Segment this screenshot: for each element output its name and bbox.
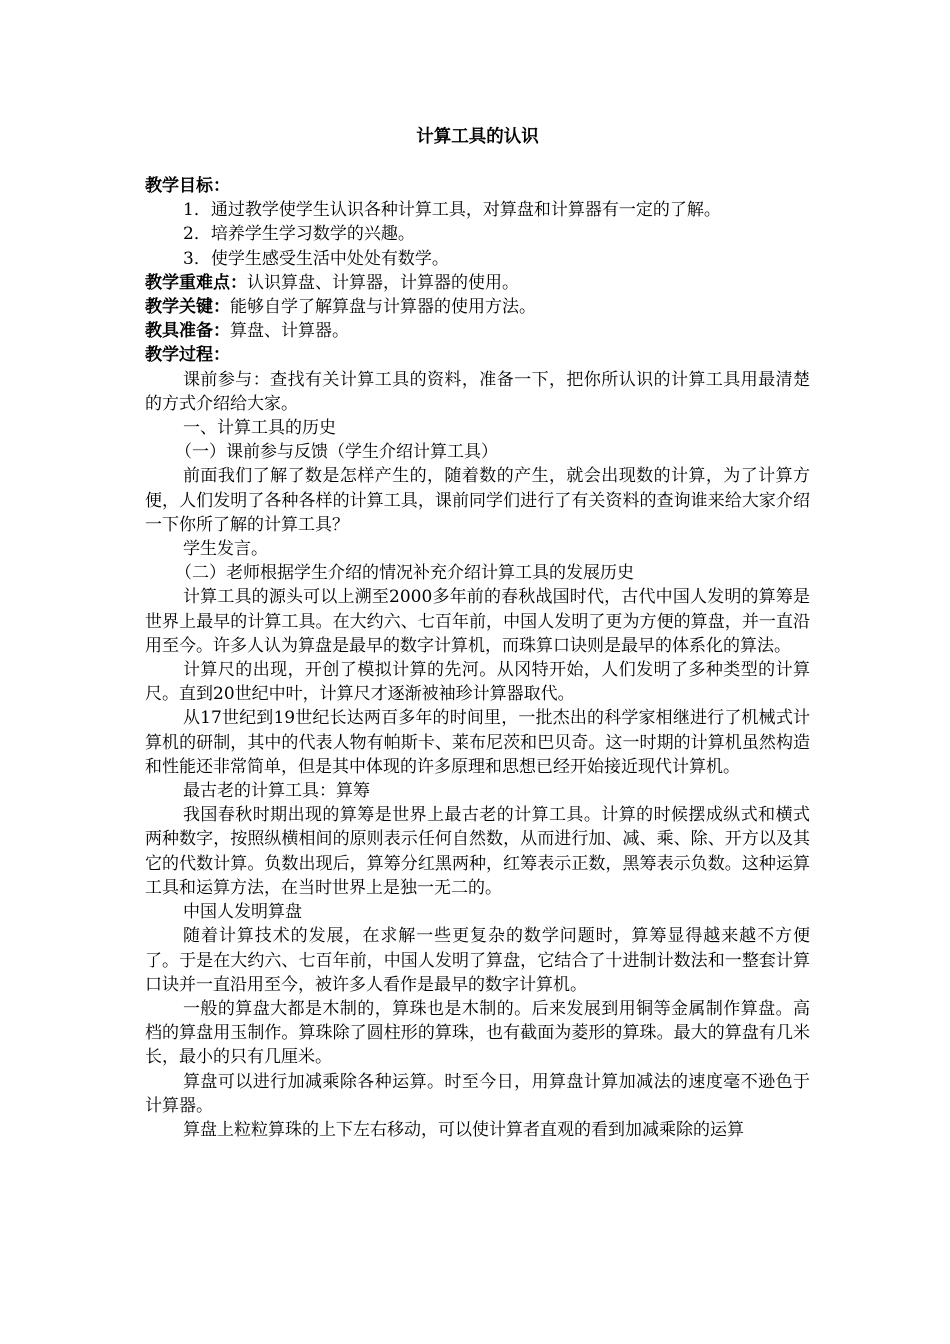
process-paragraph: 从17世纪到19世纪长达两百多年的时间里，一批杰出的科学家相继进行了机械式计算机的研制，其中的代表人物有帕斯卡、莱布尼茨和巴贝奇。这一时期的计算机虽然构造和性能还非常简单，但是其中体现的许多原理和思想已经开始接近现代计算机。 [145,708,810,777]
key-points-label: 教学重难点： [145,272,247,293]
section-heading: 一、计算工具的历史 [183,418,336,439]
process-paragraph: 算盘上粒粒算珠的上下左右移动，可以使计算者直观的看到加减乘除的运算 [183,1119,744,1140]
topic-heading: 最古老的计算工具：算筹 [183,781,370,802]
process-paragraph: 课前参与：查找有关计算工具的资料，准备一下，把你所认识的计算工具用最清楚的方式介绍给大家。 [145,369,810,414]
process-paragraph: 我国春秋时期出现的算筹是世界上最古老的计算工具。计算的时候摆成纵式和横式两种数字，按照纵横相间的原则表示任何自然数，从而进行加、减、乘、除、开方以及其它的代数计算。负数出现后，算筹分红黑两种，红筹表示正数，黑筹表示负数。这种运算工具和运算方法，在当时世界上是独一无二的。 [145,805,810,898]
materials-text: 算盘、计算器。 [230,321,349,342]
subsection-heading: （一）课前参与反馈（学生介绍计算工具） [175,442,498,463]
process-paragraph: 一般的算盘大都是木制的，算珠也是木制的。后来发展到用铜等金属制作算盘。高档的算盘用玉制作。算珠除了圆柱形的算珠，也有截面为菱形的算珠。最大的算盘有几米长，最小的只有几厘米。 [145,998,810,1068]
process-paragraph: 计算尺的出现，开创了模拟计算的先河。从冈特开始，人们发明了多种类型的计算尺。直到20世纪中叶，计算尺才逐渐被袖珍计算器取代。 [145,660,810,705]
process-paragraph: 前面我们了解了数是怎样产生的，随着数的产生，就会出现数的计算，为了计算方便，人们发明了各种各样的计算工具，课前同学们进行了有关资料的查询谁来给大家介绍一下你所了解的计算工具？ [145,466,810,535]
subsection-heading: （二）老师根据学生介绍的情况补充介绍计算工具的发展历史 [175,563,634,584]
topic-heading: 中国人发明算盘 [183,902,302,923]
process-paragraph: 学生发言。 [183,539,268,560]
objective-item: 3．使学生感受生活中处处有数学。 [183,248,449,269]
document-page [145,124,810,1142]
process-paragraph: 算盘可以进行加减乘除各种运算。时至今日，用算盘计算加减法的速度毫不逊色于计算器。 [145,1071,810,1116]
process-heading: 教学过程： [145,345,230,366]
objective-item: 1．通过教学使学生认识各种计算工具，对算盘和计算器有一定的了解。 [183,200,721,221]
materials-label: 教具准备： [145,321,230,342]
key-points-row [145,271,810,295]
key-issue-label: 教学关键： [145,297,230,318]
document-title: 计算工具的认识 [416,127,539,147]
key-issue-row [145,295,810,319]
objective-item: 2．培养学生学习数学的兴趣。 [183,224,415,245]
materials-row [145,319,810,343]
key-points-text: 认识算盘、计算器，计算器的使用。 [247,272,519,293]
objectives-heading: 教学目标： [145,176,230,196]
key-issue-text: 能够自学了解算盘与计算器的使用方法。 [230,297,536,318]
process-paragraph: 计算工具的源头可以上溯至2000多年前的春秋战国时代，古代中国人发明的算筹是世界上最早的计算工具。在大约六、七百年前，中国人发明了更为方便的算盘，并一直沿用至今。许多人认为算盘是最早的数字计算机，而珠算口诀则是最早的体系化的算法。 [145,587,810,656]
process-paragraph: 随着计算技术的发展，在求解一些更复杂的数学问题时，算筹显得越来越不方便了。于是在大约六、七百年前，中国人发明了算盘，它结合了十进制计数法和一整套计算口诀并一直沿用至今，被许多人看作是最早的数字计算机。 [145,926,810,995]
